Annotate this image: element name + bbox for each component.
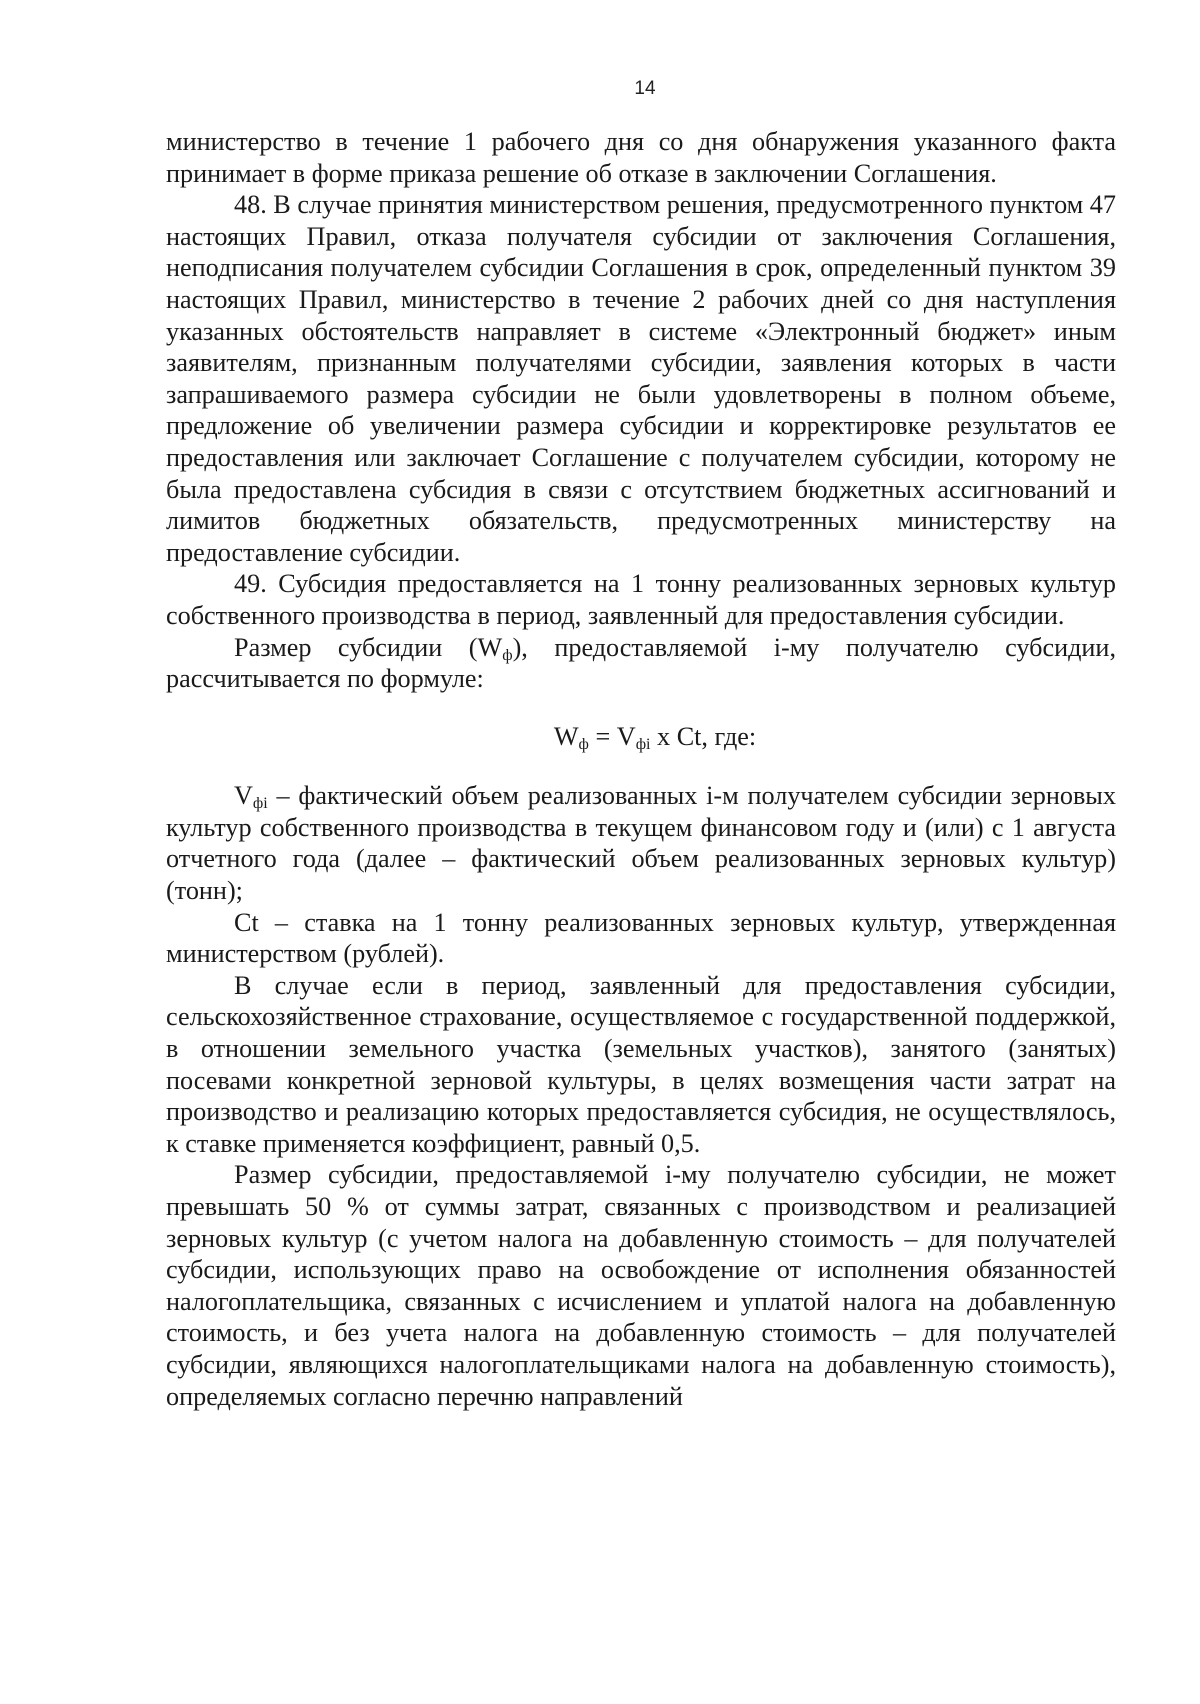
paragraph-ct-definition: Ct – ставка на 1 тонну реализованных зерновых культур, утвержденная министерством (рублей). [166,907,1116,969]
formula-w: W [553,721,579,751]
formula-v-subscript: фi [635,735,651,753]
formula-w-subscript: ф [578,735,589,753]
paragraph-48: 48. В случае принятия министерством решения, предусмотренного пунктом 47 настоящих Правил, отказа получателя субсидии от заключения Соглашения, неподписания получателем субсидии Соглашения в срок, определенный пунктом 39 настоящих Правил, министерство в течение 2 рабочих дней со дня наступления указанных обстоятельств направляет в системе «Электронный бюджет» иным заявителям, признанным получателями субсидии, заявления которых в части запрашиваемого размера субсидии не были удовлетворены в полном объеме, предложение об увеличении размера субсидии и корректировке результатов ее предоставления или заключает Соглашение с получателем субсидии, которому не была предоставлена субсидия в связи с отсутствием бюджетных ассигнований и лимитов бюджетных обязательств, предусмотренных министерству на предоставление субсидии. [166,190,1116,567]
paragraph-v-definition [166,780,1116,906]
text-run: ), предоставляемой i-му получателю субсидии, рассчитывается по формуле: [166,632,1116,694]
page-number: 14 [634,78,656,99]
formula-equals-v: = V [588,721,636,751]
paragraph-continuation: министерство в течение 1 рабочего дня со дня обнаружения указанного факта принимает в форме приказа решение об отказе в заключении Соглашения. [166,127,1116,188]
document-body [166,126,1116,1412]
formula [166,721,1116,753]
text-run: V [234,781,253,811]
subscript: фi [252,795,268,813]
paragraph-insurance-coefficient: В случае если в период, заявленный для предоставления субсидии, сельскохозяйственное страхование, осуществляемое с государственной поддержкой, в отношении земельного участка (земельных участков), занятого (занятых) посевами конкретной зерновой культуры, в целях возмещения части затрат на производство и реализацию которых предоставляется субсидия, не осуществлялось, к ставке применяется коэффициент, равный 0,5. [166,970,1116,1158]
paragraph-49: 49. Субсидия предоставляется на 1 тонну реализованных зерновых культур собственного производства в период, заявленный для предоставления субсидии. [166,569,1116,630]
text-run: Размер субсидии (W [234,632,503,662]
formula-rest: x Ct, где: [650,721,757,751]
subscript: ф [502,646,513,664]
paragraph-subsidy-limit: Размер субсидии, предоставляемой i-му получателю субсидии, не может превышать 50 % от суммы затрат, связанных с производством и реализацией зерновых культур (с учетом налога на добавленную стоимость – для получателей субсидии, использующих право на освобождение от исполнения обязанностей налогоплательщика, связанных с исчислением и уплатой налога на добавленную стоимость, и без учета налога на добавленную стоимость – для получателей субсидии, являющихся налогоплательщиками налога на добавленную стоимость), определяемых согласно перечню направлений [166,1160,1116,1411]
text-run: – фактический объем реализованных i-м получателем субсидии зерновых культур собственного производства в текущем финансовом году и (или) с 1 августа отчетного года (далее – фактический объем реализованных зерновых культур) (тонн); [166,781,1116,906]
paragraph-subsidy-size [166,632,1116,695]
